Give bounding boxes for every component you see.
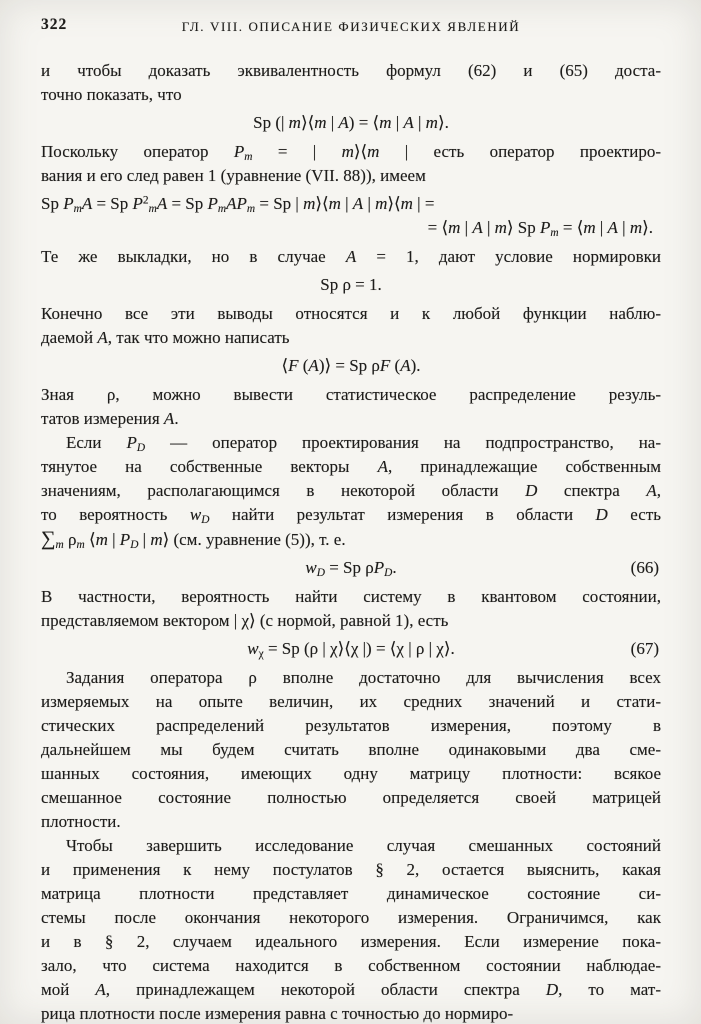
equation-number-66: (66) xyxy=(630,558,659,577)
text-line: шанных состояния, имеющих одну матрицу плотности: всякое xyxy=(41,764,661,783)
text-line: тянутое на собственные векторы A, принадлежащие собственным xyxy=(41,457,662,476)
text-line: Если $P_D$ — оператор проектирования на подпространство, на- xyxy=(66,433,661,455)
text-line: рица плотности после измерения равна с точностью до нормиро- xyxy=(41,1004,514,1023)
text-line: татов измерения A. xyxy=(41,409,179,428)
formula-sp-rho xyxy=(41,273,661,297)
page-header xyxy=(41,13,661,35)
equation-number-67: (67) xyxy=(630,639,659,658)
formula-text: Sp ρ = 1. xyxy=(320,275,382,294)
text-line: Те же выкладки, но в случае A = 1, дают условие нормировки xyxy=(41,247,662,266)
text-line: Конечно все эти выводы относятся и к любой функции наблю- xyxy=(41,304,661,323)
text-line: Зная ρ, можно вывести статистическое распределение резуль- xyxy=(41,385,661,404)
formula-text: Sp (| m⟩⟨m | A) = ⟨m | A | m⟩. xyxy=(253,113,449,132)
formula-trace-identity xyxy=(41,111,661,135)
text-line: мой A, принадлежащем некоторой области спектра D, то мат- xyxy=(41,980,661,999)
text-line: смешанное состояние полностью определяется своей матрицей xyxy=(41,788,661,807)
text-line: Задания оператора ρ вполне достаточно для вычисления всех xyxy=(66,668,661,687)
formula-line-1: Sp $P_mA = Sp$ $P^2_mA = Sp$ $P_mAP_m = Sp$ | m⟩⟨m | A | m⟩⟨m | = xyxy=(41,194,435,216)
text-line: представляемом вектором | χ⟩ (с нормой, равной 1), есть xyxy=(41,611,449,630)
formula-expectation xyxy=(41,354,661,378)
text-line: и чтобы доказать эквивалентность формул (62) и (65) доста- xyxy=(41,61,661,80)
text-line: плотности. xyxy=(41,812,121,831)
text-line: стемы после окончания некоторого измерения. Ограничимся, как xyxy=(41,908,661,927)
formula-text: ⟨F (A)⟩ = Sp ρF (A). xyxy=(281,356,421,375)
text-line: Поскольку оператор $P_m$ = | m⟩⟨m | есть оператор проектиро- xyxy=(41,142,661,164)
text-line: измеряемых на опыте величин, их средних значений и стати- xyxy=(41,692,661,711)
paragraph-projector xyxy=(41,140,661,188)
text-line: то вероятность $w_D$ найти результат измерения в области D есть xyxy=(41,505,661,527)
text-line: матрица плотности представляет динамическое состояние си- xyxy=(41,884,661,903)
formula-trace-chain xyxy=(41,192,661,240)
formula-text: $w_D = Sp$ $\rho P_D$. xyxy=(305,558,397,580)
text-line: стических распределений результатов измерения, поэтому в xyxy=(41,716,661,735)
paragraph-knowing-rho xyxy=(41,383,661,431)
paragraph-equivalence xyxy=(41,59,661,107)
formula-text: $w_\chi = Sp$ (ρ | χ⟩⟨χ |) = ⟨χ | ρ | χ⟩. xyxy=(247,639,455,661)
text-line: $\sum_m$ $\rho_m$ ⟨m | $P_D$ | m⟩ (см. уравнение (5)), т. е. xyxy=(41,528,346,552)
text-line: значениям, располагающимся в некоторой области D спектра A, xyxy=(41,481,661,500)
paragraph-any-function xyxy=(41,302,661,350)
text-line: зало, что система находится в собственном состоянии наблюдае- xyxy=(41,956,661,975)
paragraph-mixed-states-measurement xyxy=(41,834,661,1024)
paragraph-density-matrix-sufficiency xyxy=(41,666,661,834)
paragraph-normalization xyxy=(41,245,661,269)
text-line: даемой A, так что можно написать xyxy=(41,328,290,347)
paragraph-probability-state xyxy=(41,585,661,633)
text-line: Чтобы завершить исследование случая смешанных состояний xyxy=(66,836,661,855)
formula-66 xyxy=(41,556,661,580)
text-line: дальнейшем мы будем считать вполне одинаковыми два сме- xyxy=(41,740,661,759)
paragraph-projection-subspace xyxy=(41,431,661,552)
text-line: точно показать, что xyxy=(41,85,182,104)
text-line: В частности, вероятность найти систему в квантовом состоянии, xyxy=(41,587,661,606)
page-number: 322 xyxy=(41,16,68,33)
text-line: и применения к нему постулатов § 2, остается выяснить, какая xyxy=(41,860,661,879)
text-line: и в § 2, случаем идеального измерения. Если измерение пока- xyxy=(41,932,661,951)
formula-67 xyxy=(41,637,661,661)
formula-line-2: = ⟨m | A | m⟩ Sp $P_m$ = ⟨m | A | m⟩. xyxy=(427,218,653,240)
text-line: вания и его след равен 1 (уравнение (VII. 88)), имеем xyxy=(41,166,426,185)
running-head: ГЛ. VIII. ОПИСАНИЕ ФИЗИЧЕСКИХ ЯВЛЕНИЙ xyxy=(181,19,521,34)
